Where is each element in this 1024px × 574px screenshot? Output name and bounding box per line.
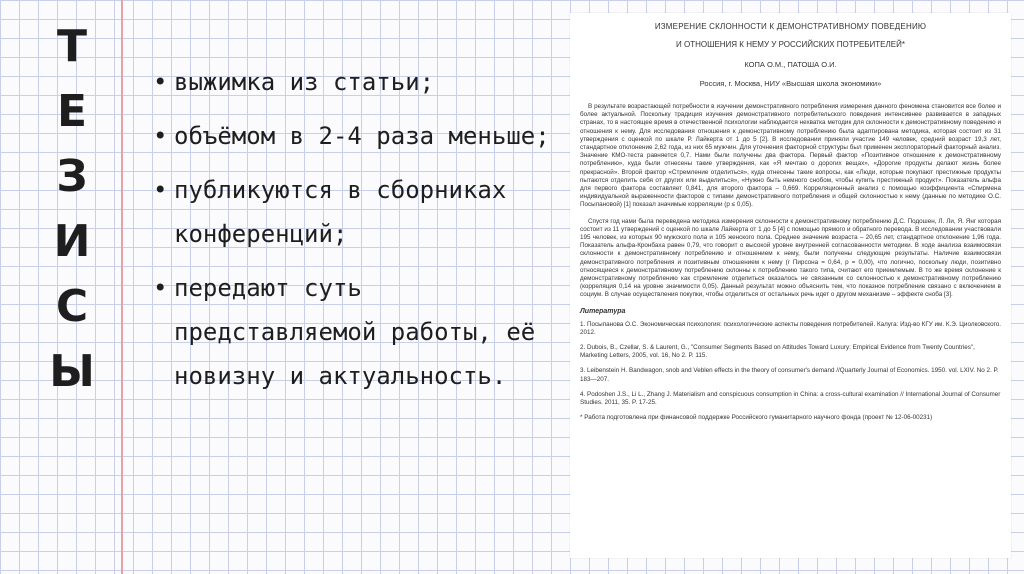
bullet-text: публикуются в сборниках конференций; [174,176,507,248]
title-letter: Е [56,86,88,137]
title-letter: Ы [49,346,95,397]
title-letter: И [53,216,91,267]
article-document [570,13,1011,558]
bullet-item [150,266,570,398]
bullet-text: объёмом в 2-4 раза меньше; [174,122,550,150]
article-title-line2: И ОТНОШЕНИЯ К НЕМУ У РОССИЙСКИХ ПОТРЕБИТЕЛЕЙ* [676,40,905,49]
bullet-list [150,60,570,408]
bullet-item [150,60,570,104]
article-title-line1: ИЗМЕРЕНИЕ СКЛОННОСТИ К ДЕМОНСТРАТИВНОМУ ПОВЕДЕНИЮ [654,22,927,31]
bullet-dot: • [153,274,168,302]
references-heading: Литература [580,307,626,315]
reference-item: 4. Podoshen J.S., Li L., Zhang J. Materialism and conspicuous consumption in China: a cross-cultural examination // International Journal of Consumer Studies. 2011, 35. P. 17-25. [580,390,1001,407]
notebook-margin-line [121,0,123,574]
reference-item: 2. Dubois, B., Czellar, S. & Laurent, G., "Consumer Segments Based on Attitudes Toward Luxury: Empirical Evidence from Twenty Countries", Marketing Letters, 2005, vol. 16, No 2. P. 115. [580,344,975,360]
article-authors: КОПА О.М., ПАТОША О.И. [744,60,837,69]
title-letter: Т [56,21,87,72]
vertical-title [42,14,102,404]
title-letter: З [56,151,88,202]
reference-item: 1. Посыпанова О.С. Экономическая психология: психологические аспекты поведения потребителей. Калуга: Изд-во КГУ им. К.Э. Циолковского. 2012. [580,320,1001,336]
bullet-item [150,168,570,256]
reference-item: 3. Leibenstein H. Bandwagon, snob and Veblen effects in the theory of consumer's demand //Quarterly Journal of Economics. 1950. vol. LXIV. No 2. P. 183—207. [580,367,999,383]
bullet-text: выжимка из статьи; [174,68,435,96]
bullet-text: передают суть представляемой работы, её новизну и актуальность. [174,274,536,390]
bullet-dot: • [153,176,168,204]
article-paragraph: Спустя год нами была переведена методика измерения склонности к демонстративному потреблению Д.С. Подошен, Л. Ли, Я. Янг которая состоит из 11 утверждений с оценкой по шкале Лайкерта от 1 до 5 [4] с помощью прямого и обратного перевода. В исследовании участвовали 195 человек, из которых 90 мужского пола и 105 женского пола. Среднее значение возраста – 20,65 лет, стандартное отклонение 1,96 года. Показатель альфа-Кронбаха равен 0,79, что говорит о высокой уровне внутренней согласованности методики. В ходе анализа взаимосвязи склонности к демонстративному потреблению и отношением к нему, были получены следующие результаты. Наличие взаимосвязи демонстративного потребления и позитивным отношением к нему (r Пирсона = 0,64, p = 0,00), что логично, поскольку люди, позитивно относящиеся к демонстративному потреблению склонны к потреблению такого типа, считают его приемлемым. В то же время склонение к демонстративному потреблению как стремление отделиться оказалось не связанным со склонностью к демонстративному потреблению (корреляция 0,14 на уровне значимости 0,05). Данный результат можно объяснить тем, что показное потребление связано с включением в социум. В случае осуществления покупки, чтобы отделиться от остальных речь идет о другом механизме – эффекте сноба [3]. [580,217,1001,299]
bullet-item [150,114,570,158]
article-paragraph: В результате возрастающей потребности в изучении демонстративного потребления измерения данного феномена становится все более и более актуальной. Поскольку традиция изучения демонстративного потребительского поведения интенсивнее развивается в западных странах, то в настоящее время в отечественной психологии наблюдается нехватка методик для склонности к демонстративному поведению и отношения к нему. Для исследования отношения к демонстративному потреблению была адаптирована методика, которая состоит из 31 утверждения с оценкой по шкале Р. Лайкерта от 1 до 5 [2]. В исследовании приняли участие 149 человек, средний возраст 19,3 лет, стандартное отклонение 2,62 года, из них 65 мужчин. Для уточнения факторной структуры был применен эксплораторный факторный анализ. Значение КМО-теста равняется 0,7. Нами были получены два фактора. Первый фактор «Позитивное отношение к демонстративному потреблению», куда были отнесены такие утверждения, как «Я мечтаю о дорогих вещах», «Дорогие продукты делают жизнь более прекрасной». Второй фактор «Стремление отделиться», куда отнесены такие вопросы, как «Люди, которые покупают престижные продукты пытаются отделить себя от других или выделиться», «Нужно быть немного снобом, чтобы купить престижный продукт». Показатель альфа для первого фактора составляет 0,841, для второго фактора – 0,669. Корреляционный анализ с помощью коэффициента «Спирмена индивидуальной выраженности факторов с типами демонстративного потребления и общей склонностью к нему (данные по методике О.С. Посыпановой) [1] показал значимые корреляции (р ≤ 0,05). [580,103,1001,209]
funding-note: * Работа подготовлена при финансовой поддержке Российского гуманитарного научного фонда (проект № 12-06-00231) [580,414,933,422]
bullet-dot: • [153,68,168,96]
article-affiliation: Россия, г. Москва, НИУ «Высшая школа экономики» [699,79,882,88]
title-letter: С [55,281,89,332]
bullet-dot: • [153,122,168,150]
